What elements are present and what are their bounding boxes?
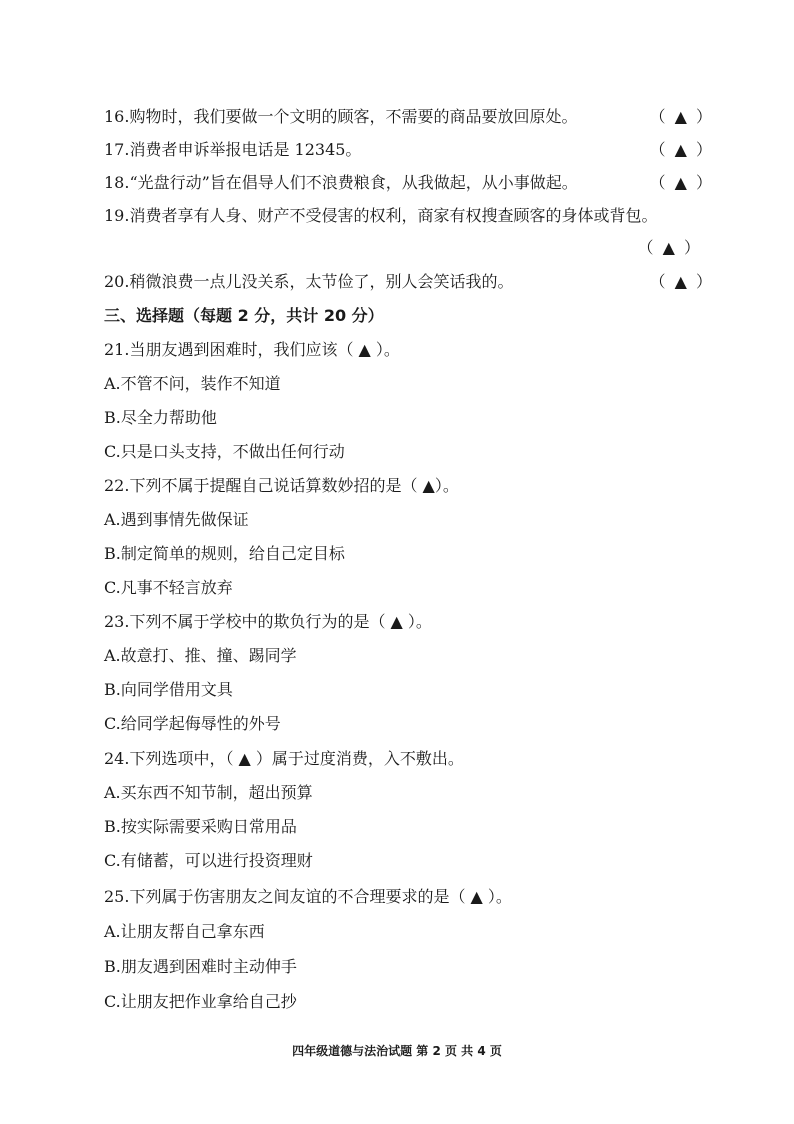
question-21-option-c: C.只是口头支持，不做出任何行动 <box>104 442 345 461</box>
question-19-text: 19.消费者享有人身、财产不受侵害的权利，商家有权搜查顾客的身体或背包。 <box>104 206 658 225</box>
question-20-text: 20.稍微浪费一点儿没关系，太节俭了，别人会笑话我的。 <box>104 272 514 291</box>
question-20-answer-blank: （ ▲ ） <box>649 272 714 291</box>
question-22-option-c: C.凡事不轻言放弃 <box>104 578 233 597</box>
question-18-answer-blank: （ ▲ ） <box>649 173 714 192</box>
question-25-stem: 25.下列属于伤害朋友之间友谊的不合理要求的是（ ▲ ）。 <box>104 887 512 906</box>
question-21-option-b: B.尽全力帮助他 <box>104 408 217 427</box>
question-17-answer-blank: （ ▲ ） <box>649 140 714 159</box>
question-23-option-a: A.故意打、推、撞、踢同学 <box>104 646 297 665</box>
question-23-option-c: C.给同学起侮辱性的外号 <box>104 714 281 733</box>
question-22-stem: 22.下列不属于提醒自己说话算数妙招的是（ ▲）。 <box>104 476 459 495</box>
question-23-stem: 23.下列不属于学校中的欺负行为的是（ ▲ ）。 <box>104 612 432 631</box>
question-24-option-c: C.有储蓄，可以进行投资理财 <box>104 851 313 870</box>
question-25-option-c: C.让朋友把作业拿给自己抄 <box>104 992 297 1011</box>
question-22-option-a: A.遇到事情先做保证 <box>104 510 249 529</box>
question-24-option-a: A.买东西不知节制，超出预算 <box>104 783 313 802</box>
question-19 <box>104 205 714 227</box>
question-18-text: 18.“光盘行动”旨在倡导人们不浪费粮食，从我做起，从小事做起。 <box>104 173 578 192</box>
question-21-stem: 21.当朋友遇到困难时，我们应该（ ▲ ）。 <box>104 340 400 359</box>
question-21-option-a: A.不管不问，装作不知道 <box>104 374 281 393</box>
question-18 <box>104 172 714 194</box>
question-24-stem: 24.下列选项中，（ ▲ ）属于过度消费，入不敷出。 <box>104 749 464 768</box>
question-17 <box>104 139 714 161</box>
question-17-text: 17.消费者申诉举报电话是 12345。 <box>104 140 362 159</box>
question-20 <box>104 271 714 293</box>
question-16 <box>104 106 714 128</box>
question-19-answer-blank: （ ▲ ） <box>637 238 702 257</box>
question-23-option-b: B.向同学借用文具 <box>104 680 233 699</box>
question-16-text: 16.购物时，我们要做一个文明的顾客，不需要的商品要放回原处。 <box>104 107 578 126</box>
question-25-option-a: A.让朋友帮自己拿东西 <box>104 922 265 941</box>
question-16-answer-blank: （ ▲ ） <box>649 107 714 126</box>
section-title-choice: 三、选择题（每题 2 分，共计 20 分） <box>104 306 384 325</box>
page-footer: 四年级道德与法治试题 第 2 页 共 4 页 <box>292 1044 502 1058</box>
question-22-option-b: B.制定简单的规则，给自己定目标 <box>104 544 345 563</box>
question-24-option-b: B.按实际需要采购日常用品 <box>104 817 297 836</box>
question-25-option-b: B.朋友遇到困难时主动伸手 <box>104 957 297 976</box>
